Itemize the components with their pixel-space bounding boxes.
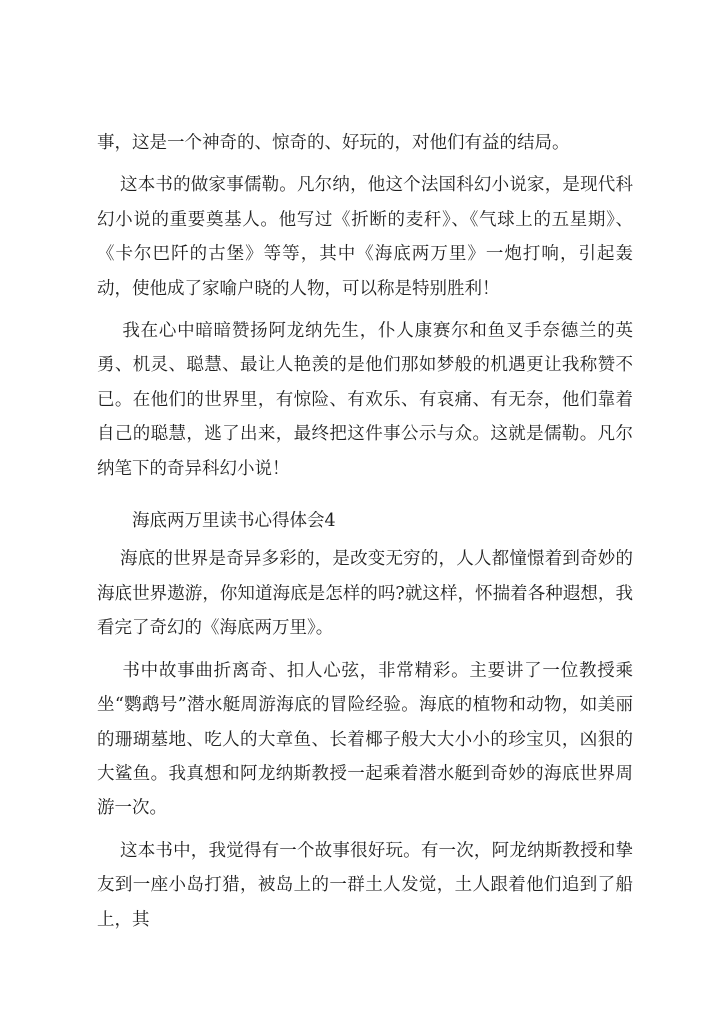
document-body — [97, 126, 633, 937]
paragraph-4: 海底的世界是奇异多彩的，是改变无穷的，人人都憧憬着到奇妙的海底世界遨游，你知道海底是怎样的吗?就这样，怀揣着各种遐想，我看完了奇幻的《海底两万里》。 — [97, 549, 633, 639]
paragraph-1: 事，这是一个神奇的、惊奇的、好玩的，对他们有益的结局。 — [97, 133, 570, 153]
section-heading: 海底两万里读书心得体会4 — [132, 511, 336, 532]
paragraph-3: 我在心中暗暗赞扬阿龙纳先生，仆人康赛尔和鱼叉手奈德兰的英勇、机灵、聪慧、最让人艳羡的是他们那如梦般的机遇更让我称赞不已。在他们的世界里，有惊险、有欢乐、有哀痛、有无奈，他们靠着自己的聪慧，逃了出来，最终把这件事公示与众。这就是儒勒。凡尔纳笔下的奇异科幻小说！ — [97, 321, 633, 479]
paragraph-2: 这本书的做家事儒勒。凡尔纳，他这个法国科幻小说家，是现代科幻小说的重要奠基人。他写过《折断的麦秆》、《气球上的五星期》、《卡尔巴阡的古堡》等等，其中《海底两万里》一炮打响，引起轰动，使他成了家喻户晓的人物，可以称是特别胜利！ — [97, 175, 633, 299]
paragraph-6: 这本书中，我觉得有一个故事很好玩。有一次，阿龙纳斯教授和挚友到一座小岛打猎，被岛上的一群土人发觉，土人跟着他们追到了船上，其 — [97, 840, 633, 930]
paragraph-5: 书中故事曲折离奇、扣人心弦，非常精彩。主要讲了一位教授乘坐“鹦鹉号”潜水艇周游海底的冒险经验。海底的植物和动物，如美丽的珊瑚墓地、吃人的大章鱼、长着椰子般大大小小的珍宝贝，凶狠的大鲨鱼。我真想和阿龙纳斯教授一起乘着潜水艇到奇妙的海底世界周游一次。 — [97, 660, 633, 819]
